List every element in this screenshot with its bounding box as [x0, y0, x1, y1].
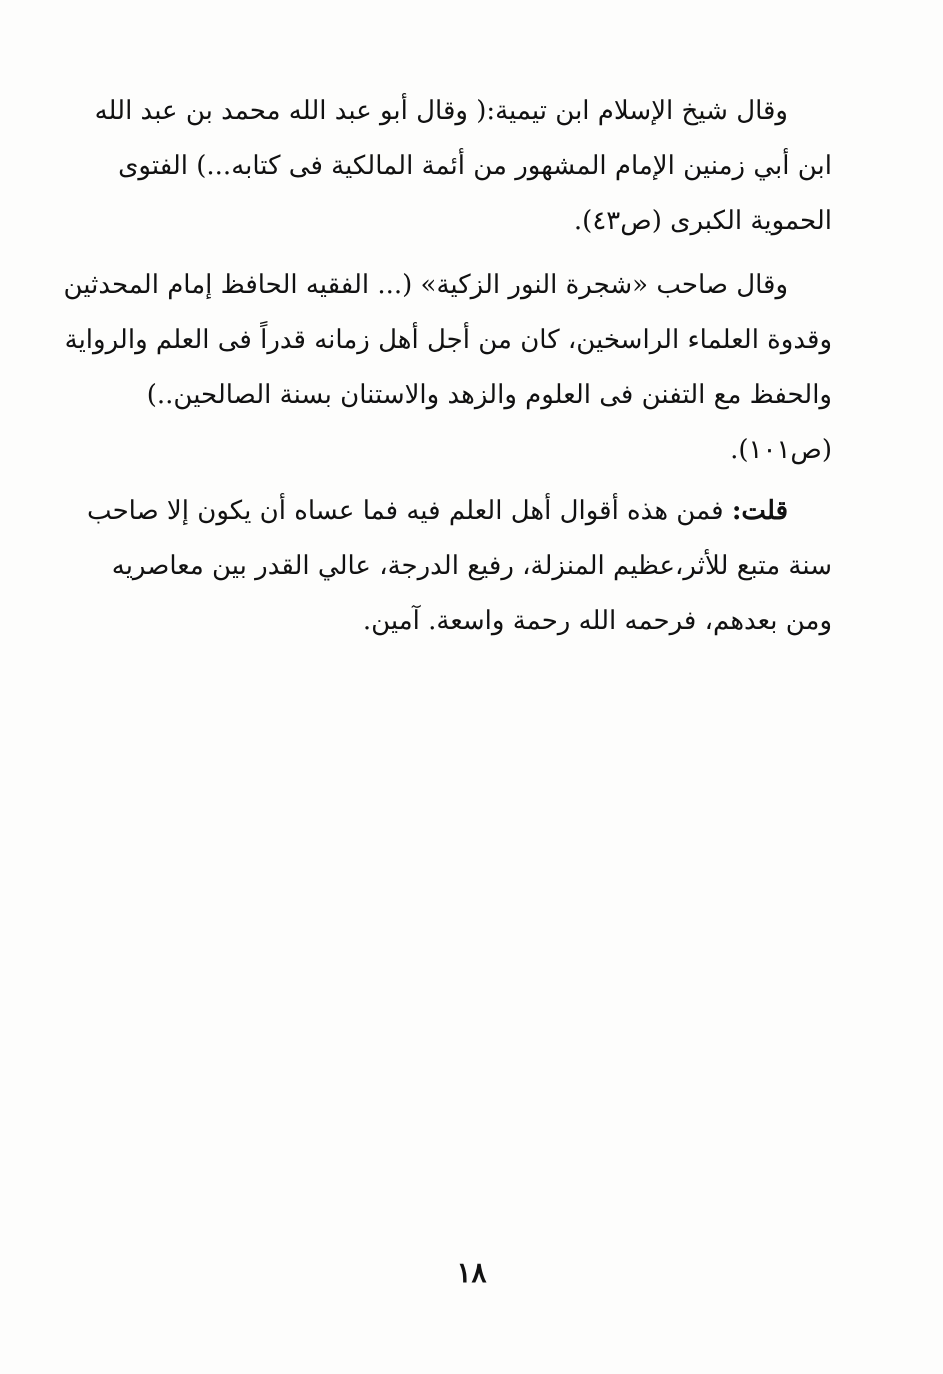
paragraph-ibn-taymiyyah-quote [92, 84, 832, 249]
paragraph-line: الحموية الكبرى (ص٤٣). [573, 206, 832, 236]
paragraph-author-conclusion [87, 484, 832, 649]
paragraph-line [92, 84, 832, 139]
paragraph-line: والحفظ مع التفنن فى العلوم والزهد والاستنان بسنة الصالحين..) [146, 380, 832, 410]
paragraph-line [63, 258, 832, 313]
line-text: وقال شيخ الإسلام ابن تيمية:( وقال أبو عبد الله محمد بن عبد الله [94, 96, 788, 126]
paragraph-line: وقدوة العلماء الراسخين، كان من أجل أهل زمانه قدراً فى العلم والرواية [64, 325, 832, 355]
qultu-lead-word: قلت: [731, 496, 788, 526]
paragraph-line: ومن بعدهم، فرحمه الله رحمة واسعة. آمين. [362, 606, 832, 636]
paragraph-line [87, 484, 832, 539]
paragraph-line: (ص١٠١). [730, 435, 832, 465]
paragraph-shajarat-al-nur-quote [63, 258, 832, 478]
paragraph-line: سنة متبع للأثر،عظيم المنزلة، رفيع الدرجة، عالي القدر بين معاصريه [111, 551, 832, 581]
page-number: ١٨ [456, 1256, 487, 1289]
line-text: وقال صاحب «شجرة النور الزكية» (... الفقيه الحافظ إمام المحدثين [63, 270, 788, 300]
paragraph-line: ابن أبي زمنين الإمام المشهور من أئمة المالكية فى كتابه...) الفتوى [118, 151, 832, 181]
line-text: فمن هذه أقوال أهل العلم فيه فما عساه أن يكون إلا صاحب [87, 496, 724, 526]
